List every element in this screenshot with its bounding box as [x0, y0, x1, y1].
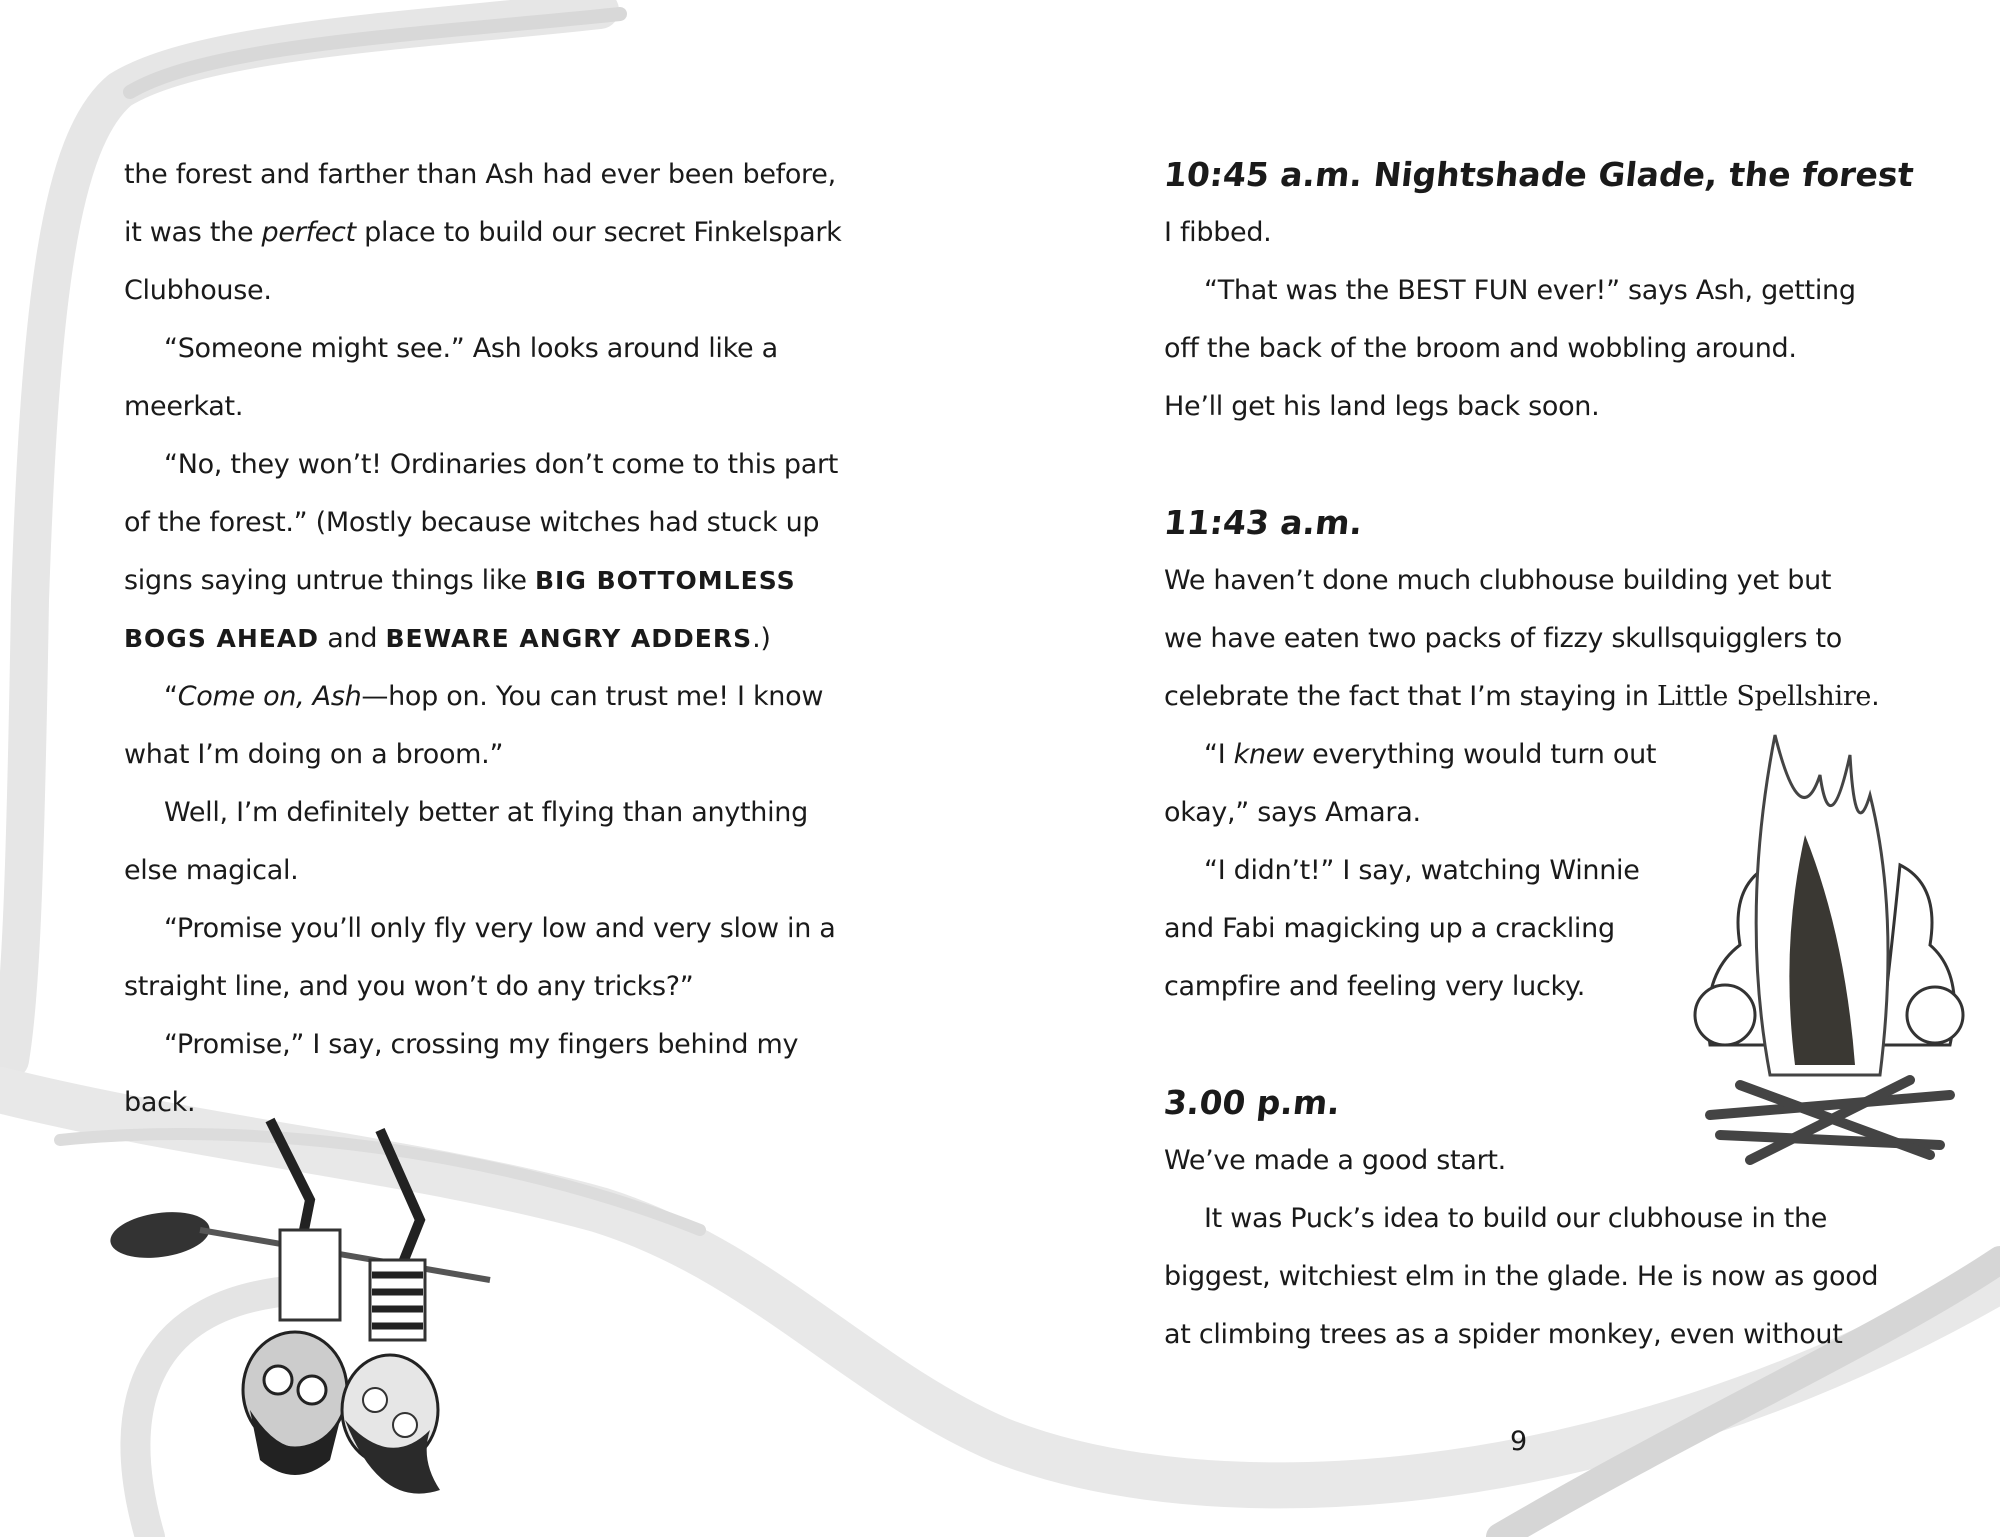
text-run: “No, they won’t! Ordinaries don’t come to this part: [164, 449, 839, 480]
sign-text: BIG BOTTOMLESS: [534, 566, 796, 595]
text-run: 10:45 a.m. Nightshade Glade, the forest: [1162, 155, 1916, 194]
sign-text: BEWARE ANGRY ADDERS: [385, 624, 753, 653]
text-run: “I: [1204, 739, 1234, 770]
two-kids-upside-down-on-broom-illustration: [100, 1080, 560, 1520]
text-line: [124, 900, 884, 958]
text-run: —hop on. You can trust me! I know: [361, 681, 824, 712]
text-line: [1164, 262, 1924, 320]
text-run: campfire and feeling very lucky.: [1164, 971, 1585, 1002]
text-run: the forest and farther than Ash had ever been before,: [124, 159, 836, 190]
text-run: straight line, and you won’t do any tricks?”: [124, 971, 694, 1002]
text-line: [124, 262, 884, 320]
text-run: “Promise,” I say, crossing my fingers behind my: [164, 1029, 799, 1060]
text-run: else magical.: [124, 855, 299, 886]
text-run: and Fabi magicking up a crackling: [1164, 913, 1615, 944]
diary-time-heading: [1161, 494, 1927, 552]
text-line: [1164, 552, 1924, 610]
text-line: [124, 958, 884, 1016]
text-line: [124, 378, 884, 436]
text-run: place to build our secret Finkelspark: [355, 217, 842, 248]
text-line: [124, 494, 884, 552]
page-number: 9: [1510, 1426, 1528, 1457]
text-run: we have eaten two packs of fizzy skullsquigglers to: [1164, 623, 1843, 654]
text-line: [1164, 204, 1924, 262]
text-run: at climbing trees as a spider monkey, even without: [1164, 1319, 1843, 1350]
text-run: I fibbed.: [1164, 217, 1272, 248]
text-line: [124, 204, 884, 262]
text-run: meerkat.: [124, 391, 244, 422]
sign-text: BOGS AHEAD: [124, 624, 319, 653]
text-run: off the back of the broom and wobbling around.: [1164, 333, 1797, 364]
text-run: He’ll get his land legs back soon.: [1164, 391, 1600, 422]
text-run: what I’m doing on a broom.”: [124, 739, 504, 770]
text-line: [1164, 1306, 1924, 1364]
text-line: [124, 552, 884, 610]
text-run: We’ve made a good start.: [1164, 1145, 1506, 1176]
right-page: [1000, 0, 2000, 1537]
text-run: “That was the BEST FUN ever!” says Ash, getting: [1204, 275, 1856, 306]
text-line: [1164, 1190, 1924, 1248]
text-run: everything would turn out: [1303, 739, 1657, 770]
text-line: [1164, 1248, 1924, 1306]
text-line: [124, 320, 884, 378]
text-run: perfect: [261, 217, 356, 248]
text-run: “Someone might see.” Ash looks around like a: [164, 333, 778, 364]
text-run: of the forest.” (Mostly because witches had stuck up: [124, 507, 820, 538]
text-run: back.: [124, 1087, 196, 1118]
diary-time-heading: [1161, 146, 1927, 204]
text-run: Clubhouse.: [124, 275, 272, 306]
text-run: .): [752, 623, 771, 654]
text-run: We haven’t done much clubhouse building yet but: [1164, 565, 1832, 596]
text-run: It was Puck’s idea to build our clubhouse in the: [1204, 1203, 1828, 1234]
text-run: it was the: [124, 217, 262, 248]
text-line: [124, 146, 884, 204]
text-line: [124, 842, 884, 900]
text-run: 11:43 a.m.: [1162, 503, 1365, 542]
text-run: biggest, witchiest elm in the glade. He is now as good: [1164, 1261, 1879, 1292]
text-line: [124, 436, 884, 494]
section-spacer: [1164, 436, 1924, 494]
text-run: celebrate the fact that I’m staying in: [1164, 681, 1657, 712]
campfire-illustration: [1680, 715, 1980, 1185]
text-line: [124, 726, 884, 784]
text-line: [124, 1016, 884, 1074]
text-run: “Promise you’ll only fly very low and very slow in a: [164, 913, 836, 944]
text-line: [1164, 320, 1924, 378]
text-line: [124, 784, 884, 842]
text-run: .: [1871, 681, 1880, 712]
place-name: Little Spellshire: [1656, 681, 1872, 712]
text-run: and: [319, 623, 386, 654]
text-line: [124, 610, 884, 668]
text-line: [1164, 378, 1924, 436]
text-run: Well, I’m definitely better at flying than anything: [164, 797, 808, 828]
text-run: okay,” says Amara.: [1164, 797, 1421, 828]
text-run: knew: [1233, 739, 1304, 770]
text-line: [1164, 610, 1924, 668]
text-run: 3.00 p.m.: [1162, 1083, 1343, 1122]
text-line: [124, 668, 884, 726]
text-run: “: [164, 681, 178, 712]
left-page-text: [124, 146, 884, 1132]
text-run: signs saying untrue things like: [124, 565, 535, 596]
text-run: Come on, Ash: [177, 681, 362, 712]
text-run: “I didn’t!” I say, watching Winnie: [1204, 855, 1640, 886]
